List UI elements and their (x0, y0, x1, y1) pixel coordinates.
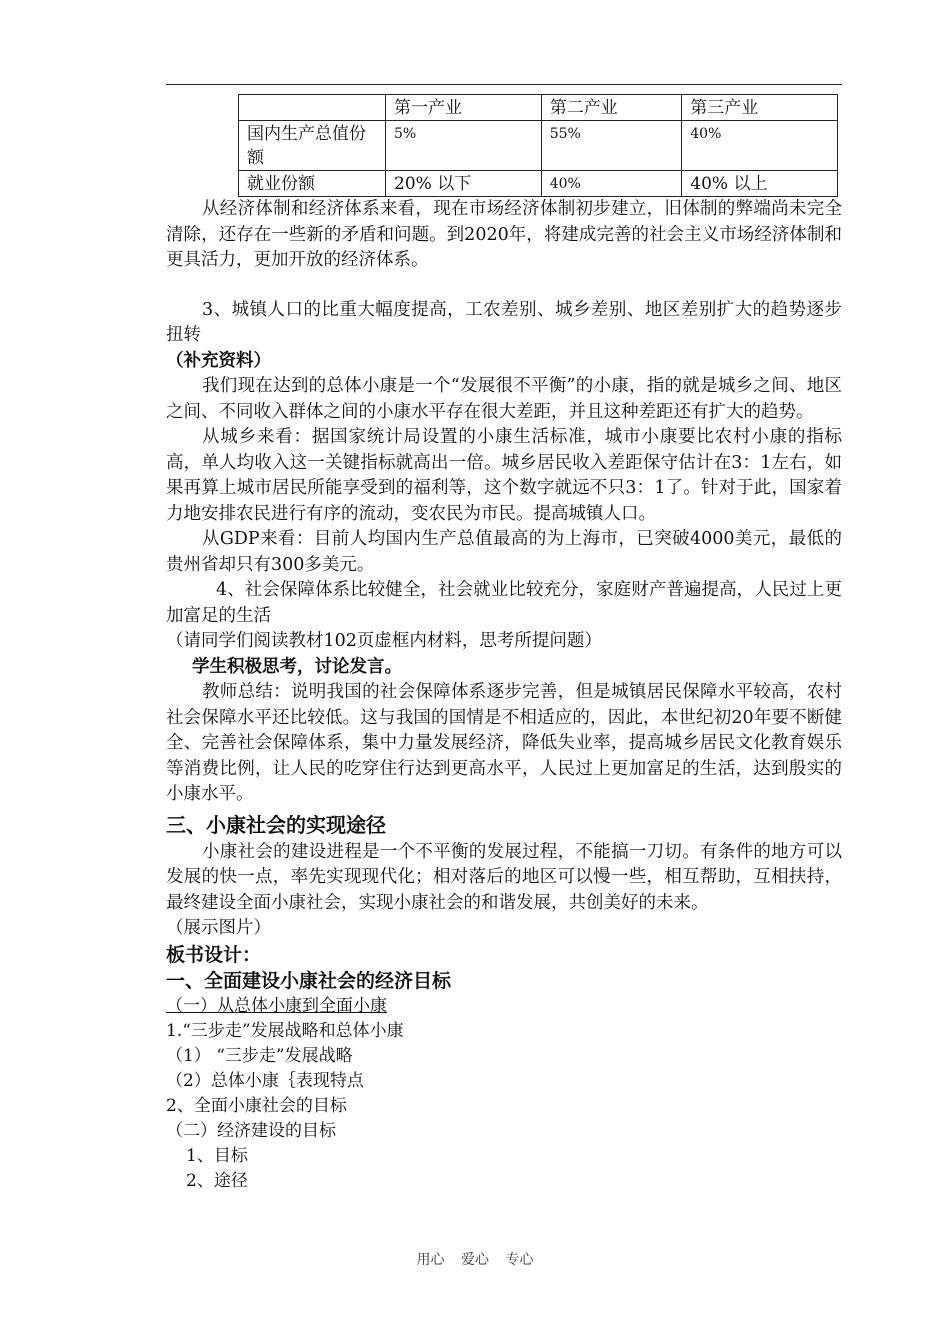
board-item: （1） “三步走”发展战略 (166, 1045, 353, 1066)
section-heading-3: 三、小康社会的实现途径 (166, 812, 386, 837)
board-item: 2、途径 (186, 1170, 248, 1191)
student-activity: 学生积极思考，讨论发言。 (192, 656, 402, 677)
board-item: 2、全面小康社会的目标 (166, 1095, 347, 1116)
table-cell: 5% (386, 121, 542, 171)
document-body (166, 94, 842, 1194)
table-header-cell: 第三产业 (682, 95, 838, 121)
reading-instruction: （请同学们阅读教材102页虚框内材料，思考所提问题） (166, 631, 602, 651)
board-item: 1、目标 (186, 1145, 248, 1166)
supplement-label: （补充资料） (166, 350, 271, 371)
board-item: 1.“三步走”发展战略和总体小康 (166, 1020, 404, 1041)
header-rule (166, 84, 842, 85)
table-header-cell: 第二产业 (541, 95, 682, 121)
table-cell: 20% 以下 (386, 171, 542, 197)
paragraph-point-3: 3、城镇人口的比重大幅度提高，工农差别、城乡差别、地区差别扩大的趋势逐步扭转 (166, 299, 842, 345)
table-row (239, 121, 838, 171)
table-cell: 40% (541, 171, 682, 197)
table-cell: 55% (541, 121, 682, 171)
board-design-title: 板书设计： (166, 943, 262, 966)
blank-line (166, 274, 842, 298)
paragraph-urban-rural: 从城乡来看：据国家统计局设置的小康生活标准，城市小康要比农村小康的指标高，单人均收入这一关键指标就高出一倍。城乡居民收入差距保守估计在3：1左右，如果再算上城市居民所能享受到的福利等，这个数字就远不只3：1了。针对于此，国家着力地安排农民进行有序的流动，变农民为市民。提高城镇人口。 (166, 427, 842, 524)
paragraph-overall-xiaokang: 我们现在达到的总体小康是一个“发展很不平衡”的小康，指的就是城乡之间、地区之间、不同收入群体之间的小康水平存在很大差距，并且这种差距还有扩大的趋势。 (166, 376, 842, 422)
table-header-cell: 第一产业 (386, 95, 542, 121)
table-cell: 40% 以上 (682, 171, 838, 197)
paragraph-economic-system: 从经济体制和经济体系来看，现在市场经济体制初步建立，旧体制的弊端尚未完全清除，还存在一些新的矛盾和问题。到2020年，将建成完善的社会主义市场经济体制和更具活力，更加开放的经济体系。 (166, 199, 842, 270)
paragraph-implementation: 小康社会的建设进程是一个不平衡的发展过程，不能搞一刀切。有条件的地方可以发展的快一点，率先实现现代化；相对落后的地区可以慢一些，相互帮助，互相扶持，最终建设全面小康社会，实现小康社会的和谐发展，共创美好的未来。 (166, 841, 842, 913)
industry-share-table (238, 94, 838, 197)
board-heading-1: 一、全面建设小康社会的经济目标 (166, 969, 452, 992)
table-cell: 40% (682, 121, 838, 171)
show-pictures-note: （展示图片） (166, 918, 271, 938)
table-row (239, 171, 838, 197)
paragraph-gdp: 从GDP来看：目前人均国内生产总值最高的为上海市，已突破4000美元，最低的贵州省却只有300多美元。 (166, 529, 842, 575)
paragraph-point-4: 4、社会保障体系比较健全，社会就业比较充分，家庭财产普遍提高，人民过上更加富足的生活 (166, 580, 842, 626)
table-header-cell (239, 95, 386, 121)
paragraph-teacher-summary: 教师总结：说明我国的社会保障体系逐步完善，但是城镇居民保障水平较高，农村社会保障水平还比较低。这与我国的国情是不相适应的，因此，本世纪初20年要不断健全、完善社会保障体系，集中力量发展经济，降低失业率，提高城乡居民文化教育娱乐等消费比例，让人民的吃穿住行达到更高水平，人民过上更加富足的生活，达到殷实的小康水平。 (166, 682, 842, 804)
table-header-row (239, 95, 838, 121)
board-subheading-1: （一）从总体小康到全面小康 (166, 995, 387, 1016)
page-footer: 用心 爱心 专心 (416, 1252, 534, 1268)
board-subheading-2: （二）经济建设的目标 (166, 1120, 336, 1141)
table-row-label: 就业份额 (239, 171, 386, 197)
table-row-label: 国内生产总值份额 (239, 121, 386, 171)
board-item: （2）总体小康｛表现特点 (166, 1070, 364, 1091)
